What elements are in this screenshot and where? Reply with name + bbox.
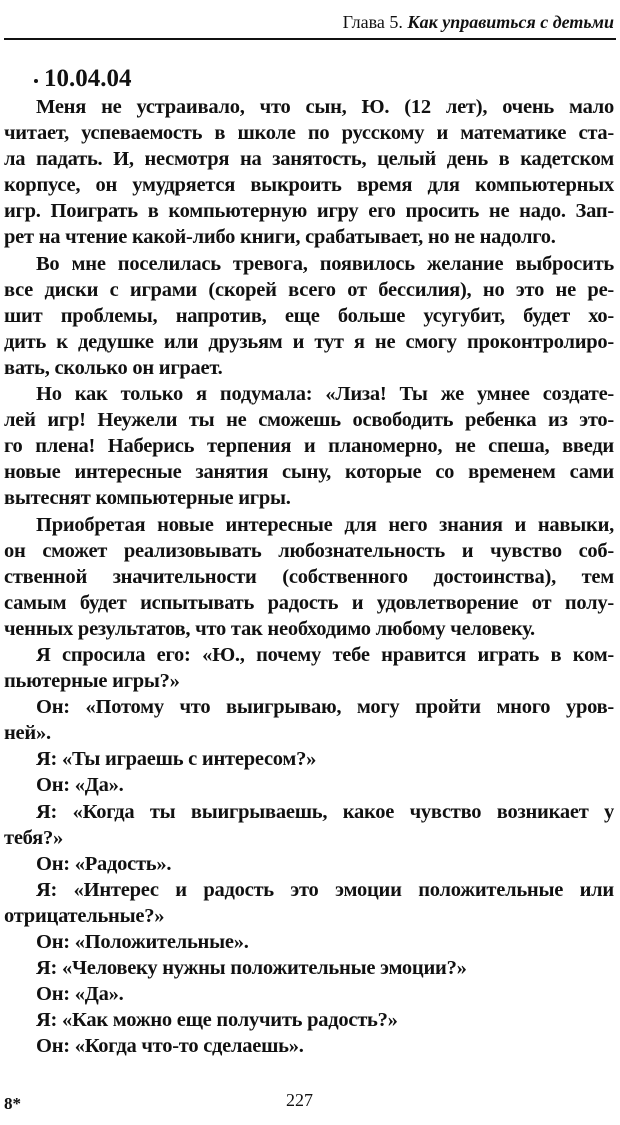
text-line: новые интересные занятия сыну, которые со временем сами: [4, 461, 614, 484]
text-line: лей игр! Неужели ты не сможешь освободить ребенка из это-: [4, 409, 614, 432]
text-line: го плена! Наберись терпения и планомерно, не спеша, введи: [4, 435, 614, 458]
text-line: Он: «Радость».: [36, 852, 172, 875]
text-line: Он: «Когда что-то сделаешь».: [36, 1035, 304, 1058]
text-line: ченных результатов, что так необходимо любому человеку.: [4, 617, 535, 640]
text-line: Я: «Человеку нужны положительные эмоции?»: [36, 957, 467, 980]
entry-date: 10.04.04: [44, 65, 132, 92]
text-line: игр. Поиграть в компьютерную игру его просить не надо. Зап-: [4, 200, 614, 223]
text-line: Он: «Потому что выигрываю, могу пройти много уров-: [36, 696, 614, 719]
text-line: читает, успеваемость в школе по русскому и математике ста-: [4, 122, 614, 145]
text-line: Я: «Как можно еще получить радость?»: [36, 1009, 398, 1032]
text-line: Он: «Положительные».: [36, 931, 249, 953]
text-line: Я: «Ты играешь с интересом?»: [36, 748, 317, 771]
text-line: пьютерные игры?»: [4, 670, 180, 693]
text-line: Приобретая новые интересные для него знания и навыки,: [36, 513, 614, 536]
printer-signature: 8*: [4, 1094, 21, 1113]
text-line: вытеснят компьютерные игры.: [4, 487, 291, 510]
text-line: шит проблемы, напротив, еще больше усугубит, будет хо-: [4, 304, 614, 327]
text-line: Я спросила его: «Ю., почему тебе нравится играть в ком-: [36, 643, 614, 666]
text-line: тебя?»: [4, 826, 63, 849]
date-bullet: [34, 79, 38, 83]
header-rule: [4, 38, 616, 40]
text-line: Во мне поселилась тревога, появилось желание выбросить: [36, 252, 614, 275]
page-number: 227: [286, 1090, 313, 1110]
running-header: [343, 10, 614, 34]
chapter-title: Как управиться с детьми: [407, 12, 614, 32]
text-line: Я: «Когда ты выигрываешь, какое чувство возникает у: [36, 800, 614, 823]
text-line: все диски с играми (скорей всего от бессилия), но это не ре-: [4, 278, 614, 301]
text-line: отрицательные?»: [4, 904, 165, 927]
text-line: рет на чтение какой-либо книги, срабатывает, но не надолго.: [4, 226, 556, 249]
text-line: самым будет испытывать радость и удовлетворение от полу-: [4, 591, 614, 614]
text-line: ственной значительности (собственного достоинства), тем: [4, 565, 614, 588]
text-line: вать, сколько он играет.: [4, 356, 223, 379]
text-line: Я: «Интерес и радость это эмоции положительные или: [36, 878, 614, 901]
text-line: Он: «Да».: [36, 983, 124, 1006]
text-line: ла падать. И, несмотря на занятость, целый день в кадетском: [4, 148, 614, 171]
text-line: Но как только я подумала: «Лиза! Ты же умнее создате-: [36, 383, 614, 406]
text-line: ней».: [4, 722, 51, 745]
text-line: Он: «Да».: [36, 774, 124, 797]
text-line: корпусе, он умудряется выкроить время для компьютерных: [4, 174, 614, 197]
body-text: [4, 94, 614, 1059]
text-line: дить к дедушке или друзьям и тут я не смогу проконтролиро-: [4, 330, 614, 353]
chapter-label: Глава 5.: [342, 12, 403, 32]
text-line: Меня не устраивало, что сын, Ю. (12 лет), очень мало: [36, 96, 614, 118]
text-line: он сможет реализовывать любознательность и чувство соб-: [4, 539, 614, 562]
